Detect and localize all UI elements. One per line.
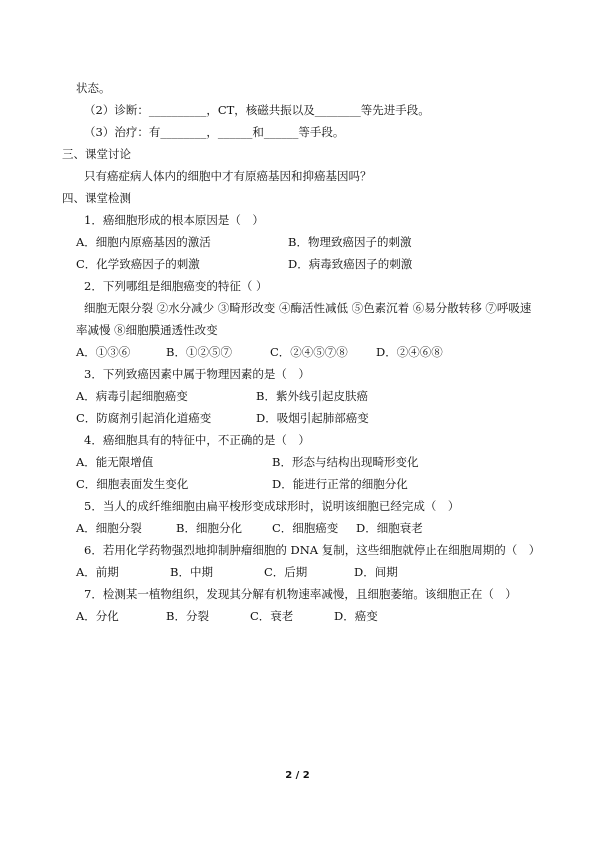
option-b: B．细胞分化 — [176, 521, 242, 535]
option-d: D．②④⑥⑧ — [376, 345, 443, 359]
option-c: C．化学致癌因子的刺激 — [76, 257, 200, 271]
question-option-row — [76, 521, 423, 536]
section-heading: 三、课堂讨论 — [62, 147, 131, 161]
option-b: B．分裂 — [166, 609, 209, 623]
option-d: D．间期 — [354, 565, 398, 579]
question-body: 率减慢 ⑧细胞膜通透性改变 — [76, 323, 218, 337]
text-line: （2）诊断：__________，CT，核磁共振以及________等先进手段。 — [84, 103, 430, 117]
discussion-question: 只有癌症病人体内的细胞中才有原癌基因和抑癌基因吗？ — [84, 169, 372, 183]
option-a: A．分化 — [76, 609, 119, 623]
question-stem: 6．若用化学药物强烈地抑制肿瘤细胞的 DNA 复制，这些细胞就停止在细胞周期的（ ） — [84, 543, 541, 557]
question-option-row — [76, 235, 412, 250]
question-stem: 3．下列致癌因素中属于物理因素的是（ ） — [84, 367, 310, 381]
option-d: D．吸烟引起肺部癌变 — [256, 411, 369, 425]
page-number: 2 / 2 — [285, 770, 310, 781]
option-c: C．②④⑤⑦⑧ — [270, 345, 348, 359]
question-option-row — [76, 477, 408, 492]
question-stem: 4．癌细胞具有的特征中，不正确的是（ ） — [84, 433, 310, 447]
option-a: A．细胞内原癌基因的激活 — [76, 235, 211, 249]
option-a: A．病毒引起细胞癌变 — [76, 389, 188, 403]
question-body: 细胞无限分裂 ②水分减少 ③畸形改变 ④酶活性减低 ⑤色素沉着 ⑥易分散转移 ⑦呼吸速 — [84, 301, 532, 315]
question-option-row — [76, 565, 398, 580]
option-d: D．病毒致癌因子的刺激 — [288, 257, 413, 271]
option-a: A．细胞分裂 — [76, 521, 142, 535]
question-option-row — [76, 389, 368, 404]
option-c: C．细胞癌变 — [272, 521, 339, 535]
option-c: C．衰老 — [250, 609, 294, 623]
question-stem: 2．下列哪组是细胞癌变的特征（ ） — [84, 279, 268, 293]
option-d: D．细胞衰老 — [356, 521, 423, 535]
option-c: C．防腐剂引起消化道癌变 — [76, 411, 212, 425]
option-a: A．能无限增值 — [76, 455, 154, 469]
question-option-row — [76, 411, 369, 426]
option-b: B．紫外线引起皮肤癌 — [256, 389, 368, 403]
option-b: B．物理致癌因子的刺激 — [288, 235, 412, 249]
option-d: D．能进行正常的细胞分化 — [272, 477, 408, 491]
option-c: C．后期 — [264, 565, 308, 579]
option-b: B．①②⑤⑦ — [166, 345, 232, 359]
option-b: B．形态与结构出现畸形变化 — [272, 455, 419, 469]
option-a: A．前期 — [76, 565, 119, 579]
section-heading: 四、课堂检测 — [62, 191, 131, 205]
text-line: 状态。 — [76, 81, 111, 95]
question-stem: 5．当人的成纤维细胞由扁平梭形变成球形时，说明该细胞已经完成（ ） — [84, 499, 460, 513]
question-option-row — [76, 609, 378, 624]
question-option-row — [76, 345, 443, 360]
text-line: （3）治疗：有________，______和______等手段。 — [84, 125, 345, 139]
question-option-row — [76, 257, 413, 272]
option-c: C．细胞表面发生变化 — [76, 477, 189, 491]
question-stem: 1．癌细胞形成的根本原因是（ ） — [84, 213, 264, 227]
option-a: A．①③⑥ — [76, 345, 131, 359]
option-b: B．中期 — [170, 565, 213, 579]
question-option-row — [76, 455, 419, 470]
option-d: D．癌变 — [334, 609, 378, 623]
question-stem: 7．检测某一植物组织，发现其分解有机物速率减慢，且细胞萎缩。该细胞正在（ ） — [84, 587, 517, 601]
